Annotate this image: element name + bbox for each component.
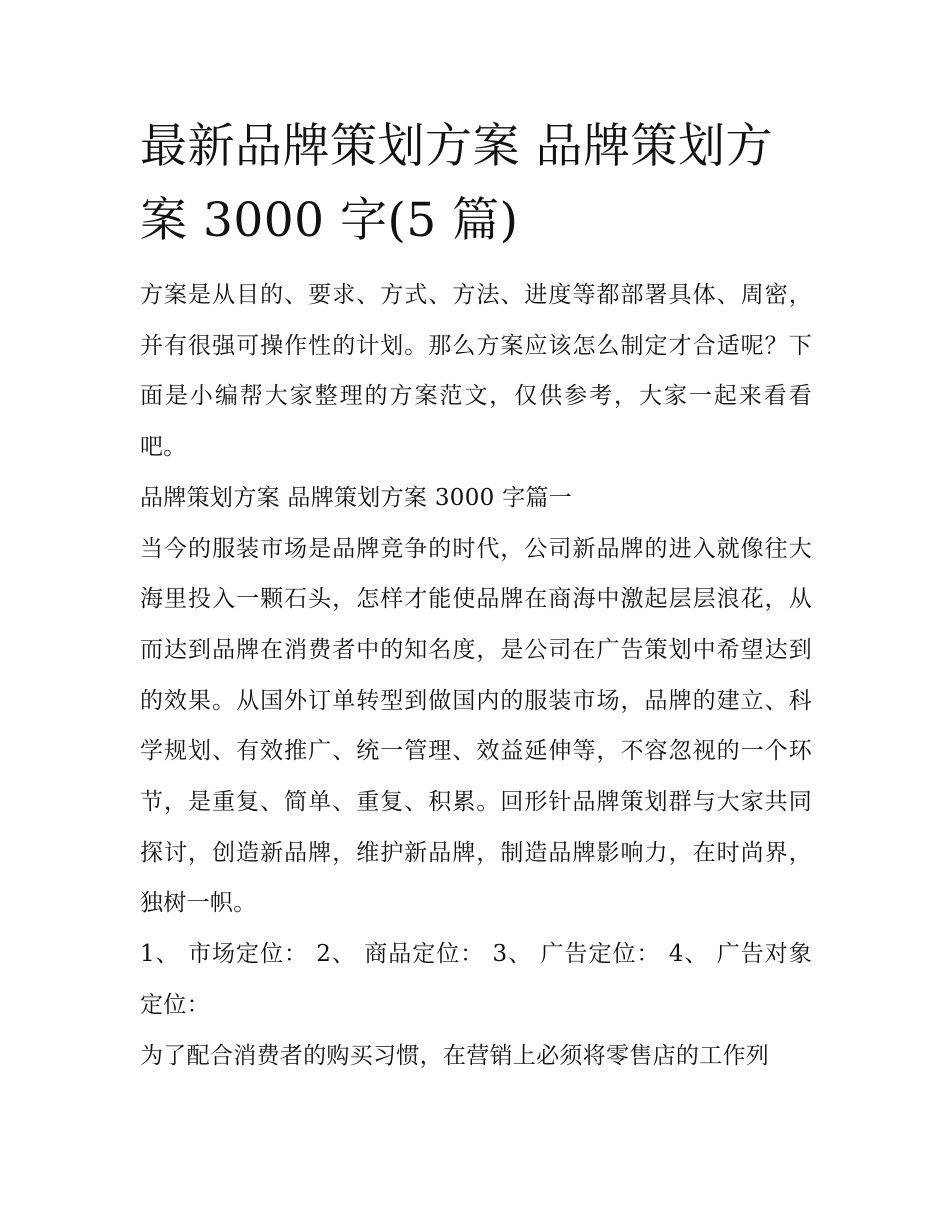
intro-paragraph: 方案是从目的、要求、方式、方法、进度等都部署具体、周密，并有很强可操作性的计划。那么方案应该怎么制定才合适呢？下面是小编帮大家整理的方案范文，仅供参考，大家一起来看看吧。 (140, 282, 812, 461)
body-paragraph: 当今的服装市场是品牌竞争的时代，公司新品牌的进入就像往大海里投入一颗石头，怎样才能使品牌在商海中激起层层浪花，从而达到品牌在消费者中的知名度，是公司在广告策划中希望达到的效果。从国外订单转型到做国内的服装市场，品牌的建立、科学规划、有效推广、统一管理、效益延伸等，不容忽视的一个环节，是重复、简单、重复、积累。回形针品牌策划群与大家共同探讨，创造新品牌，维护新品牌，制造品牌影响力，在时尚界，独树一帜。 (140, 535, 812, 917)
document-page (140, 110, 812, 1081)
document-title: 最新品牌策划方案 品牌策划方案 3000 字(5 篇) (140, 119, 773, 248)
section-heading: 品牌策划方案 品牌策划方案 3000 字篇一 (140, 484, 573, 511)
body-paragraph-continued: 为了配合消费者的购买习惯，在营销上必须将零售店的工作列 (140, 1042, 770, 1069)
positioning-list: 1、 市场定位： 2、 商品定位： 3、 广告定位： 4、 广告对象定位： (140, 941, 812, 1018)
